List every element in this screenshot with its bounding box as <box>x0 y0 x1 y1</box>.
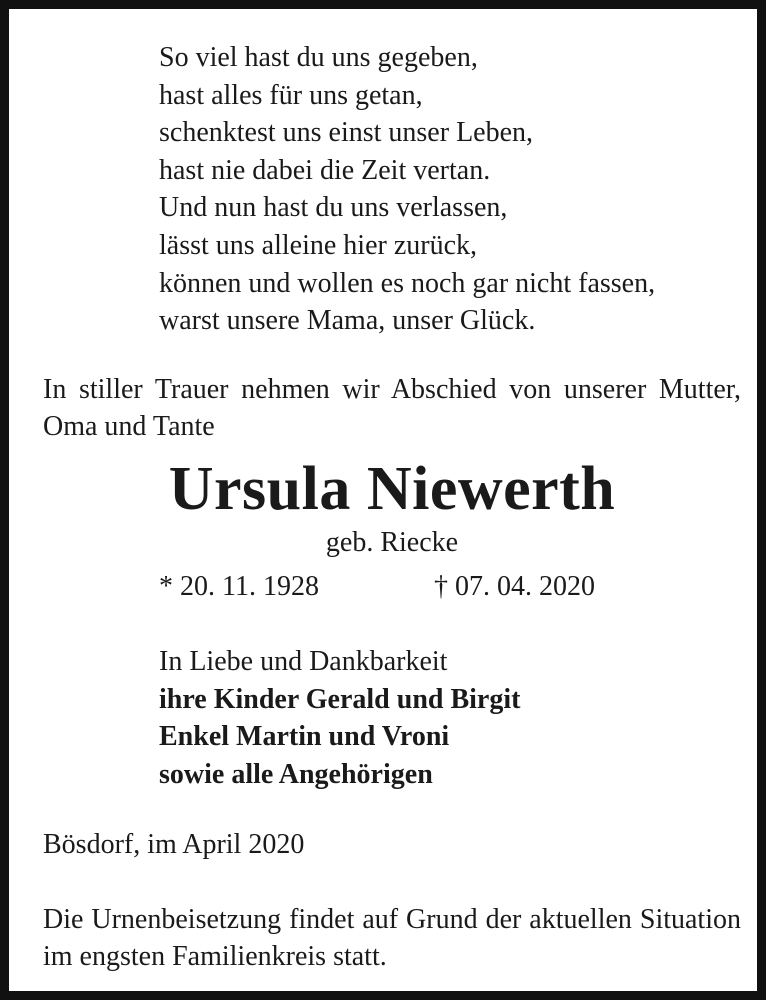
poem-line: So viel hast du uns gegeben, <box>159 42 478 73</box>
poem-line: hast nie dabei die Zeit vertan. <box>159 154 491 186</box>
poem-line: lässt uns alleine hier zurück, <box>159 229 478 261</box>
intro-text: In stiller Trauer nehmen wir Abschied von unserer Mutter, Oma und Tante <box>43 374 741 442</box>
birth-date: * 20. 11. 1928 <box>159 571 319 602</box>
signoff-line: In Liebe und Dankbarkeit <box>159 646 448 677</box>
deceased-name: Ursula Niewerth <box>168 455 616 523</box>
burial-note: Die Urnenbeisetzung findet auf Grund der aktuellen Situation im engsten Familienkreis statt. <box>43 904 741 972</box>
poem <box>159 39 655 340</box>
poem-line: schenktest uns einst unser Leben, <box>159 117 534 149</box>
place-date: Bösdorf, im April 2020 <box>43 829 305 860</box>
poem-line: Und nun hast du uns verlassen, <box>159 192 508 224</box>
signoff-relatives: sowie alle Angehörigen <box>159 758 433 790</box>
poem-line: warst unsere Mama, unser Glück. <box>159 305 536 337</box>
maiden-name: geb. Riecke <box>325 527 459 558</box>
signoff-children: ihre Kinder Gerald und Birgit <box>159 683 521 715</box>
signoff-grandchildren: Enkel Martin und Vroni <box>159 721 450 752</box>
death-date: † 07. 04. 2020 <box>434 571 595 602</box>
poem-line: können und wollen es noch gar nicht fassen, <box>159 267 656 299</box>
poem-line: hast alles für uns getan, <box>159 79 423 111</box>
signoff <box>159 643 520 793</box>
